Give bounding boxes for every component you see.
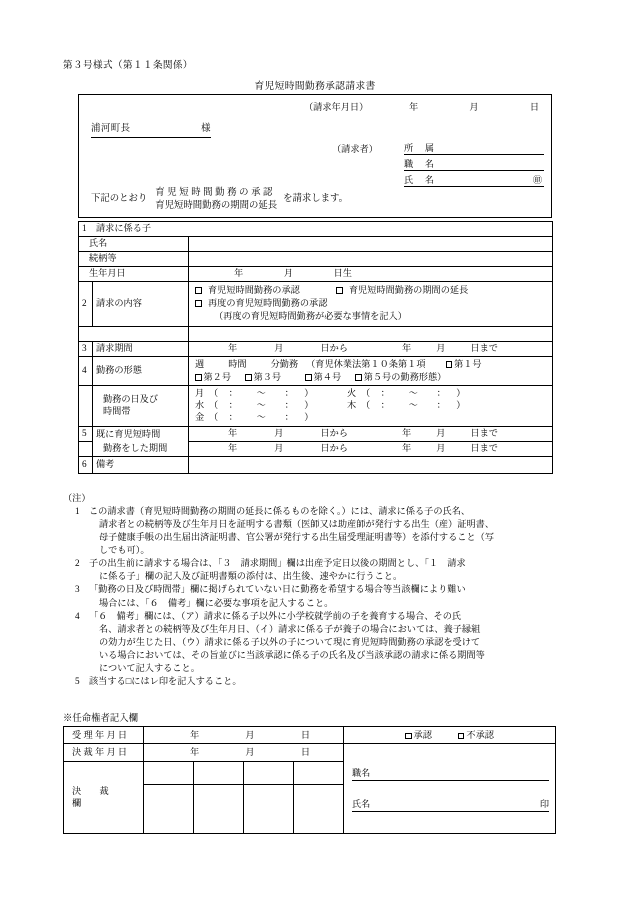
work-days-label-line1: 勤務の日及び xyxy=(103,394,159,405)
period-from-month: 月 xyxy=(274,342,284,353)
work-day-friday-start: ： xyxy=(228,412,238,423)
remarks-label: 備考 xyxy=(93,457,189,474)
note-5-body xyxy=(89,675,623,688)
request-period-number: 3 xyxy=(79,341,93,356)
table-row-remarks xyxy=(79,457,553,474)
period-to-month: 月 xyxy=(436,342,446,353)
table-row-work-days xyxy=(79,386,553,427)
work-form-law-label: （育児休業法第１０条第１項 xyxy=(306,358,426,369)
request-content-line-2 xyxy=(195,297,549,310)
work-day-monday-start: ： xyxy=(228,388,238,399)
note-item-1 xyxy=(63,505,623,557)
reject-option-label: 不承認 xyxy=(466,730,494,740)
period-to-year: 年 xyxy=(402,342,412,353)
request-statement-suffix: を請求します。 xyxy=(283,194,349,205)
past-to-month-1: 月 xyxy=(436,428,446,439)
request-date-month: 月 xyxy=(469,102,479,112)
past-period-from-1 xyxy=(198,428,348,440)
work-day-friday-close: ） xyxy=(304,412,314,423)
request-period-to xyxy=(348,343,498,355)
work-form-no4-label: 第４号 xyxy=(313,371,342,382)
approval-decision-cell xyxy=(344,727,556,744)
note-2-line-1: 子の出生前に請求する場合は、「３ 請求期間」欄は出産予定日以後の期間とし、「１ 請求 xyxy=(89,558,466,569)
remarks-number: 6 xyxy=(79,457,93,474)
child-relation-label: 続柄等 xyxy=(79,251,189,266)
work-days-label xyxy=(93,386,189,427)
appointer-table xyxy=(63,726,556,834)
work-form-no1-label: 第１号 xyxy=(454,358,482,369)
checkbox-no4[interactable] xyxy=(305,374,312,381)
request-content-spacer-left xyxy=(79,326,189,341)
note-2-line-2: に係る子」欄の記入及び証明書類の添付は、出生後、速やかに行うこと。 xyxy=(99,571,403,582)
past-from-year-2: 年 xyxy=(228,443,238,454)
work-days-grid xyxy=(195,388,549,424)
checkbox-again[interactable] xyxy=(195,300,202,307)
applicant-header-block xyxy=(78,94,552,218)
request-period-from xyxy=(198,343,348,355)
table-row-child-relation xyxy=(79,251,553,266)
child-birthdate-input[interactable] xyxy=(189,266,553,281)
request-content-note: （再度の育児短時間勤務が必要な事情を記入） xyxy=(214,310,407,321)
work-form-no5-label: 第５号の勤務形態） xyxy=(363,371,447,382)
work-form-options xyxy=(189,356,553,386)
period-from-year: 年 xyxy=(228,342,238,353)
work-days-row-3 xyxy=(195,412,549,424)
option-again-label: 再度の育児短時間勤務の承認 xyxy=(208,297,328,308)
receipt-month-label: 月 xyxy=(245,730,255,740)
period-to-day: 日まで xyxy=(470,342,498,353)
birth-month-label: 月 xyxy=(283,267,293,278)
work-day-tuesday-close: ） xyxy=(456,388,466,399)
note-4-line-3: の効力が生じた日、（ウ）請求に係る子以外の子について現に育児短時間勤務の承認を受けて xyxy=(99,636,481,647)
applicant-affiliation-label: 所 属 xyxy=(404,142,434,153)
note-item-2 xyxy=(63,557,623,583)
child-section-number: 1 xyxy=(82,223,87,233)
note-2-body xyxy=(89,557,623,583)
work-day-wednesday-label: 水 xyxy=(195,400,205,411)
request-statement-prefix: 下記のとおり xyxy=(91,194,148,205)
decision-date-fields xyxy=(190,746,310,758)
table-row-request-period xyxy=(79,341,553,356)
checkbox-approval[interactable] xyxy=(195,287,202,294)
request-period-input[interactable] xyxy=(189,341,553,356)
reject-option[interactable] xyxy=(458,729,494,741)
table-row-request-content-blank xyxy=(79,326,553,341)
work-form-hour-label: 時間 xyxy=(228,358,247,369)
approve-option[interactable] xyxy=(405,729,432,741)
table-row-receipt-date xyxy=(64,727,556,744)
addressee-honorific: 様 xyxy=(201,124,211,134)
past-period-label-1: 既に育児短時間 xyxy=(93,427,189,442)
note-1-line-2: 請求者との続柄等及び生年月日を証明する書類（医師又は助産師が発行する出生（産）証明書、 xyxy=(99,519,495,530)
receipt-date-label-text: 受 理 年 月 日 xyxy=(72,730,128,740)
note-3-line-1: 「勤務の日及び時間帯」欄に掲げられていない日に勤務を希望する場合等当該欄により難い xyxy=(89,584,466,595)
work-day-thursday-start: ： xyxy=(380,400,390,411)
note-4-number: 4 xyxy=(75,610,80,621)
child-name-label: 氏名 xyxy=(79,236,189,251)
work-day-monday-label: 月 xyxy=(195,388,205,399)
document-title: 育児短時間勤務承認請求書 xyxy=(254,81,376,92)
request-statement-options xyxy=(155,187,277,212)
decision-stamp-cell-2[interactable] xyxy=(194,761,244,784)
checkbox-no3[interactable] xyxy=(245,374,252,381)
request-period-fields xyxy=(192,343,549,355)
applicant-fields xyxy=(404,141,544,189)
approval-options xyxy=(348,729,551,741)
note-4-body xyxy=(89,610,623,675)
work-day-wednesday-close: ） xyxy=(304,400,314,411)
addressee-line xyxy=(91,123,211,138)
past-period-input-1[interactable] xyxy=(189,427,553,442)
past-from-month-1: 月 xyxy=(274,428,284,439)
checkbox-no5[interactable] xyxy=(355,374,362,381)
work-days-input[interactable] xyxy=(189,386,553,427)
work-day-thursday[interactable] xyxy=(347,400,499,412)
past-period-to-2 xyxy=(348,443,498,455)
child-birthdate-fields xyxy=(192,268,352,280)
work-day-friday[interactable] xyxy=(195,412,347,424)
child-name-input[interactable] xyxy=(189,236,553,251)
work-day-monday[interactable] xyxy=(195,388,347,400)
request-content-free-input[interactable] xyxy=(189,326,553,341)
note-1-number: 1 xyxy=(75,506,80,517)
past-period-fields-1 xyxy=(192,428,549,440)
applicant-position-row xyxy=(404,157,544,171)
work-day-thursday-label: 木 xyxy=(347,400,357,411)
work-day-monday-close: ） xyxy=(304,388,314,399)
note-1-line-1: この請求書（育児短時間勤務の期間の延長に係るものを除く。）には、請求に係る子の氏名、 xyxy=(89,506,471,517)
note-1-body xyxy=(89,505,623,557)
decision-box-label-text: 決 裁 欄 xyxy=(72,785,128,809)
decision-stamp-cell-6[interactable] xyxy=(194,784,244,833)
signature-post-label: 職名 xyxy=(352,768,371,779)
note-2-number: 2 xyxy=(75,558,80,569)
note-3-line-2: 場合には、「６ 備考」欄に必要な事項を記入すること。 xyxy=(99,597,334,608)
work-day-monday-open: （ xyxy=(209,388,219,399)
table-row-child-section xyxy=(79,222,553,237)
work-day-tuesday-end: ： xyxy=(436,388,446,399)
request-content-number: 2 xyxy=(79,281,93,326)
work-form-label: 勤務の形態 xyxy=(93,356,189,386)
notes-heading: （注） xyxy=(63,493,91,503)
applicant-position-label: 職 名 xyxy=(404,158,434,169)
note-4-line-2: 名、請求者との続柄等及び生年月日、（イ）請求に係る子が養子の場合においては、養子縁組 xyxy=(99,623,481,634)
work-day-tuesday-label: 火 xyxy=(347,388,357,399)
signature-post-row xyxy=(352,766,549,781)
past-to-month-2: 月 xyxy=(436,443,446,454)
approve-option-label: 承認 xyxy=(413,730,432,740)
work-form-minute-label: 分勤務 xyxy=(270,358,299,369)
checkbox-extension[interactable] xyxy=(336,287,343,294)
option-approval-label: 育児短時間勤務の承認 xyxy=(208,284,300,295)
applicant-label: （請求者） xyxy=(332,144,378,154)
decision-year-label: 年 xyxy=(190,747,200,758)
work-day-wednesday-start: ： xyxy=(228,400,238,411)
receipt-date-input[interactable] xyxy=(144,727,344,744)
work-day-monday-end: ： xyxy=(284,388,294,399)
note-5-number: 5 xyxy=(75,675,80,686)
decision-date-input[interactable] xyxy=(144,744,344,761)
work-form-no2-label: 第２号 xyxy=(203,371,232,382)
past-from-day-2: 日から xyxy=(320,443,348,454)
signature-name-label: 氏名 xyxy=(352,799,371,810)
work-day-thursday-end: ： xyxy=(436,400,446,411)
checkbox-approve[interactable] xyxy=(405,733,412,740)
work-day-friday-tilde: ～ xyxy=(256,412,266,423)
seal-mark-icon: ㊞ xyxy=(532,174,542,185)
note-1-line-4: しでも可）。 xyxy=(99,545,150,556)
period-from-day: 日から xyxy=(320,342,348,353)
signature-block xyxy=(344,744,556,833)
past-period-label-2: 勤務をした期間 xyxy=(93,442,189,457)
past-to-day-1: 日まで xyxy=(470,428,498,439)
request-statement xyxy=(91,187,348,212)
child-birthdate-label: 生年月日 xyxy=(79,266,189,281)
request-statement-option-approval: 育児短時間勤務の承認 xyxy=(155,188,276,198)
past-period-to-1 xyxy=(348,428,498,440)
work-days-spacer xyxy=(79,386,93,427)
decision-stamp-cell-4[interactable] xyxy=(294,761,344,784)
request-date-label: （請求年月日） xyxy=(304,102,369,112)
note-1-line-3: 母子健康手帳の出生届出済証明書、官公署が発行する出生届受理証明書等）を添付すること（写 xyxy=(99,532,495,543)
checkbox-no1[interactable] xyxy=(446,361,453,368)
decision-stamp-cell-1[interactable] xyxy=(144,761,194,784)
note-3-body xyxy=(89,583,623,609)
table-row-decision-date xyxy=(64,744,556,761)
work-day-wednesday-end: ： xyxy=(284,400,294,411)
request-date-year: 年 xyxy=(409,102,419,112)
birth-year-label: 年 xyxy=(234,267,244,278)
work-form-week-label: 週 xyxy=(195,358,205,369)
work-day-tuesday-start: ： xyxy=(380,388,390,399)
past-from-month-2: 月 xyxy=(274,443,284,454)
note-5-line-1: 該当する□にはレ印を記入すること。 xyxy=(89,675,242,686)
note-item-4 xyxy=(63,610,623,675)
child-relation-input[interactable] xyxy=(189,251,553,266)
work-day-thursday-close: ） xyxy=(456,400,466,411)
note-item-3 xyxy=(63,583,623,609)
work-day-tuesday-tilde: ～ xyxy=(408,388,418,399)
work-day-wednesday-open: （ xyxy=(209,400,219,411)
request-date-fields xyxy=(409,101,539,113)
past-period-input-2[interactable] xyxy=(189,442,553,457)
decision-date-label-text: 決 裁 年 月 日 xyxy=(72,747,128,758)
request-content-line-1 xyxy=(195,285,549,297)
decision-date-label xyxy=(64,744,144,761)
work-day-friday-end: ： xyxy=(284,412,294,423)
past-to-day-2: 日まで xyxy=(470,443,498,454)
work-day-monday-tilde: ～ xyxy=(256,388,266,399)
table-row-past-period-2 xyxy=(79,442,553,457)
work-days-row-1 xyxy=(195,388,549,400)
note-4-line-4: いる場合においては、その旨並びに当該承認に係る子の氏名及び当該承認の請求に係る期間等 xyxy=(99,649,485,660)
decision-month-label: 月 xyxy=(245,747,255,758)
signature-seal-label: 印 xyxy=(539,799,549,810)
past-from-year-1: 年 xyxy=(228,428,238,439)
decision-stamp-cell-8[interactable] xyxy=(294,784,344,833)
work-days-label-line2: 時間帯 xyxy=(103,406,131,417)
applicant-affiliation-row xyxy=(404,141,544,155)
past-period-number: 5 xyxy=(79,427,93,442)
decision-stamp-cell-7[interactable] xyxy=(244,784,294,833)
table-row-request-content xyxy=(79,281,553,326)
past-from-day-1: 日から xyxy=(320,428,348,439)
table-row-past-period-1 xyxy=(79,427,553,442)
work-day-thursday-open: （ xyxy=(361,400,371,411)
receipt-year-label: 年 xyxy=(190,730,200,740)
option-extension-label: 育児短時間勤務の期間の延長 xyxy=(348,284,469,295)
notes-section xyxy=(63,492,623,688)
table-row-work-form xyxy=(79,356,553,386)
receipt-day-label: 日 xyxy=(300,730,310,740)
checkbox-reject[interactable] xyxy=(458,733,465,740)
addressee-name: 浦河町長 xyxy=(91,124,131,134)
work-day-wednesday-tilde: ～ xyxy=(256,400,266,411)
child-section-label: 請求に係る子 xyxy=(96,223,152,233)
form-code: 第３号様式（第１１条関係） xyxy=(63,60,193,71)
work-day-tuesday[interactable] xyxy=(347,388,499,400)
table-row-child-birthdate xyxy=(79,266,553,281)
remarks-input[interactable] xyxy=(189,457,553,474)
applicant-name-row xyxy=(404,173,544,187)
work-days-row-2 xyxy=(195,400,549,412)
past-to-year-1: 年 xyxy=(402,428,412,439)
receipt-date-fields xyxy=(190,729,310,741)
work-day-friday-label: 金 xyxy=(195,412,205,423)
work-form-line-1 xyxy=(195,359,549,371)
applicant-name-label: 氏 名 xyxy=(404,174,434,185)
receipt-date-label xyxy=(64,727,144,744)
work-day-wednesday[interactable] xyxy=(195,400,347,412)
note-item-5 xyxy=(63,675,623,688)
past-period-spacer xyxy=(79,442,93,457)
child-section-header xyxy=(79,222,553,237)
appointer-section-label: ※任命権者記入欄 xyxy=(63,714,139,724)
request-content-options xyxy=(189,281,553,326)
signature-name-row xyxy=(352,797,549,812)
checkbox-no2[interactable] xyxy=(195,374,202,381)
decision-stamp-cell-3[interactable] xyxy=(244,761,294,784)
past-period-fields-2 xyxy=(192,443,549,455)
decision-stamp-cell-5[interactable] xyxy=(144,784,194,833)
work-day-tuesday-open: （ xyxy=(361,388,371,399)
main-form-table xyxy=(78,221,553,474)
table-row-child-name xyxy=(79,236,553,251)
past-period-from-2 xyxy=(198,443,348,455)
past-to-year-2: 年 xyxy=(402,443,412,454)
decision-box-label xyxy=(64,761,144,833)
request-date-day: 日 xyxy=(529,102,539,112)
request-content-label: 請求の内容 xyxy=(93,281,189,326)
note-4-line-5: について記入すること。 xyxy=(99,662,200,673)
work-form-number: 4 xyxy=(79,356,93,386)
request-statement-option-extension: 育児短時間勤務の期間の延長 xyxy=(155,200,278,211)
decision-day-label: 日 xyxy=(300,747,310,758)
request-period-label: 請求期間 xyxy=(93,341,189,356)
work-form-no3-label: 第３号 xyxy=(253,371,282,382)
birth-day-label: 日生 xyxy=(333,267,352,278)
work-form-line-2 xyxy=(195,371,549,384)
work-day-friday-open: （ xyxy=(209,412,219,423)
work-day-thursday-tilde: ～ xyxy=(408,400,418,411)
note-4-line-1: 「６ 備考」欄には、（ア）請求に係る子以外に小学校就学前の子を養育する場合、その氏 xyxy=(89,610,462,621)
note-3-number: 3 xyxy=(75,584,80,595)
